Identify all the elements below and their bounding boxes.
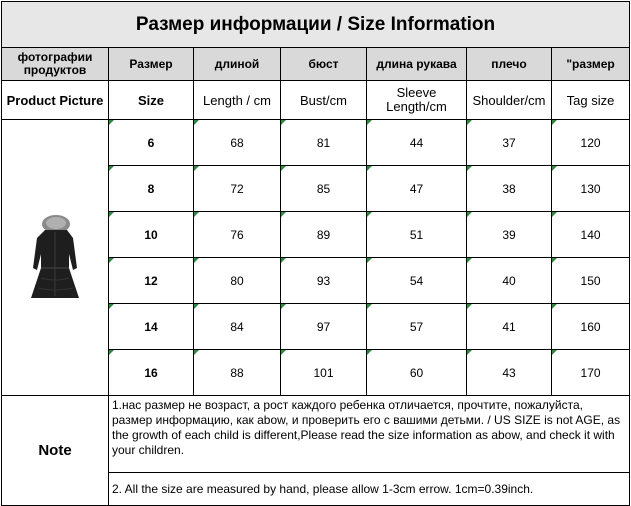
cell-corner-mark [367,304,372,309]
header-ru-bust: бюст [281,48,367,81]
cell-size: 16 [109,350,194,396]
cell-corner-mark [281,258,286,263]
cell-tag: 140 [552,212,630,258]
header-en-bust: Bust/cm [281,81,367,120]
header-en-picture: Product Picture [2,81,109,120]
cell-corner-mark [552,258,557,263]
header-ru-sleeve: длина рукава [367,48,467,81]
cell-length: 88 [194,350,281,396]
cell-corner-mark [194,304,199,309]
cell-sleeve: 54 [367,258,467,304]
size-table [1,1,630,506]
cell-corner-mark [467,166,472,171]
cell-tag: 130 [552,166,630,212]
cell-shoulder: 37 [467,120,552,166]
cell-shoulder: 43 [467,350,552,396]
cell-corner-mark [109,212,114,217]
note-row [2,396,630,473]
cell-bust: 97 [281,304,367,350]
black-hooded-coat-image [19,210,91,306]
cell-sleeve: 60 [367,350,467,396]
cell-corner-mark [281,166,286,171]
table-row [2,120,630,166]
header-ru-size: Размер [109,48,194,81]
cell-corner-mark [367,212,372,217]
cell-corner-mark [281,120,286,125]
cell-corner-mark [109,350,114,355]
cell-corner-mark [552,212,557,217]
cell-corner-mark [281,350,286,355]
header-ru-tag: "размер [552,48,630,81]
cell-bust: 85 [281,166,367,212]
cell-tag: 150 [552,258,630,304]
cell-corner-mark [109,120,114,125]
header-ru-picture: фотографии продуктов [2,48,109,81]
cell-sleeve: 57 [367,304,467,350]
cell-corner-mark [194,166,199,171]
cell-tag: 160 [552,304,630,350]
cell-length: 68 [194,120,281,166]
cell-tag: 170 [552,350,630,396]
cell-corner-mark [281,212,286,217]
cell-corner-mark [367,350,372,355]
header-row-ru [2,48,630,81]
header-row-en [2,81,630,120]
cell-bust: 101 [281,350,367,396]
cell-sleeve: 44 [367,120,467,166]
header-en-shoulder: Shoulder/cm [467,81,552,120]
cell-length: 76 [194,212,281,258]
cell-size: 6 [109,120,194,166]
cell-size: 12 [109,258,194,304]
header-ru-length: длиной [194,48,281,81]
cell-length: 72 [194,166,281,212]
header-en-sleeve: Sleeve Length/cm [386,85,447,114]
cell-corner-mark [367,120,372,125]
cell-corner-mark [467,350,472,355]
cell-corner-mark [467,304,472,309]
note-line-2: 2. All the size are measured by hand, please allow 1-3cm errow. 1cm=0.39inch. [109,473,630,506]
cell-size: 14 [109,304,194,350]
note-line-1: 1.нас размер не возраст, а рост каждого ребенка отличается, прочтите, пожалуйста, размер информацию, как abow, и проверить его с вашими детьми. / US SIZE is not AGE, as the growth of each child is different,Please read the size information as abow, and check it with your children. [109,396,630,473]
cell-length: 80 [194,258,281,304]
cell-corner-mark [109,166,114,171]
cell-size: 10 [109,212,194,258]
header-en-tag: Tag size [552,81,630,120]
cell-shoulder: 38 [467,166,552,212]
note-label: Note [2,396,109,506]
cell-corner-mark [194,120,199,125]
cell-corner-mark [367,258,372,263]
cell-corner-mark [194,258,199,263]
cell-corner-mark [281,304,286,309]
cell-corner-mark [552,304,557,309]
cell-corner-mark [467,120,472,125]
cell-corner-mark [109,258,114,263]
cell-corner-mark [467,258,472,263]
cell-corner-mark [552,120,557,125]
cell-size: 8 [109,166,194,212]
cell-sleeve: 47 [367,166,467,212]
cell-corner-mark [194,350,199,355]
cell-bust: 89 [281,212,367,258]
cell-shoulder: 40 [467,258,552,304]
header-en-length: Length / cm [194,81,281,120]
cell-corner-mark [552,350,557,355]
cell-tag: 120 [552,120,630,166]
cell-corner-mark [109,304,114,309]
cell-length: 84 [194,304,281,350]
cell-sleeve: 51 [367,212,467,258]
header-en-size: Size [109,81,194,120]
cell-corner-mark [552,166,557,171]
cell-shoulder: 41 [467,304,552,350]
cell-shoulder: 39 [467,212,552,258]
cell-corner-mark [467,212,472,217]
header-ru-shoulder: плечо [467,48,552,81]
cell-corner-mark [194,212,199,217]
cell-bust: 81 [281,120,367,166]
cell-corner-mark [367,166,372,171]
product-picture [2,120,109,396]
table-title: Размер информации / Size Information [2,2,630,48]
cell-bust: 93 [281,258,367,304]
